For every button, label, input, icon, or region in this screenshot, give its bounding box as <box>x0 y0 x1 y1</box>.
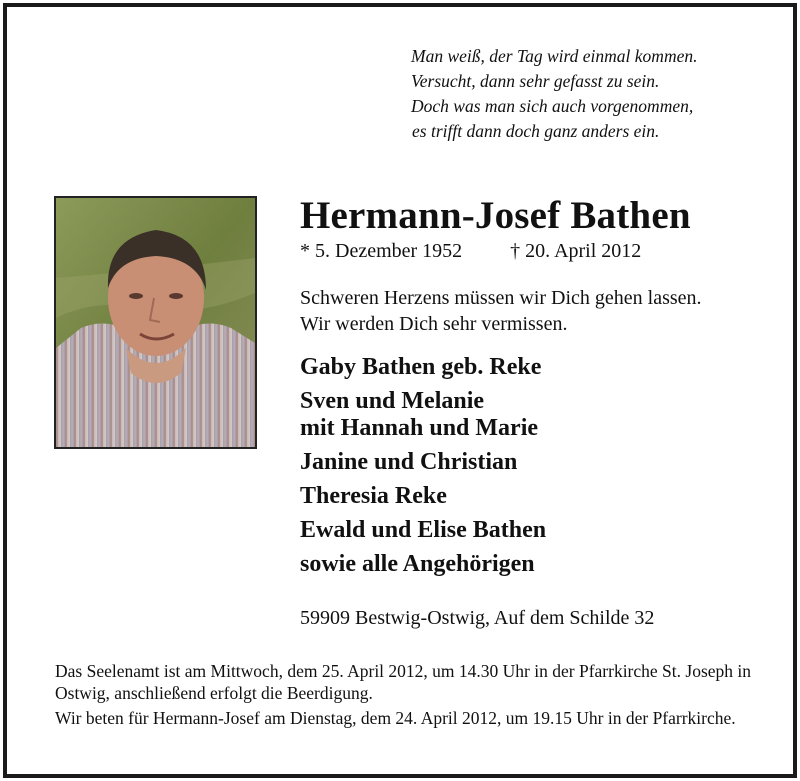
family-address: 59909 Bestwig-Ostwig, Auf dem Schilde 32 <box>300 607 655 629</box>
poem-line: es trifft dann doch ganz anders ein. <box>412 121 660 141</box>
deceased-name: Hermann-Josef Bathen <box>300 194 691 237</box>
mourning-line: Schweren Herzens müssen wir Dich gehen lassen. <box>300 287 702 309</box>
family-member: Theresia Reke <box>300 483 447 509</box>
poem-line: Doch was man sich auch vorgenommen, <box>411 96 694 116</box>
mourning-line: Wir werden Dich sehr vermissen. <box>300 313 568 335</box>
life-dates <box>300 240 641 263</box>
mourning-text <box>300 285 702 337</box>
family-member: Sven und Melanie <box>300 388 485 414</box>
family-member: sowie alle Angehörigen <box>300 551 535 577</box>
family-list <box>300 354 546 578</box>
notice-paragraph: Wir beten für Hermann-Josef am Dienstag, dem 24. April 2012, um 19.15 Uhr in der Pfarrkirche. <box>55 708 736 728</box>
poem-line: Man weiß, der Tag wird einmal kommen. <box>411 46 698 66</box>
family-member: mit Hannah und Marie <box>300 415 539 441</box>
family-member: Gaby Bathen geb. Reke <box>300 354 542 380</box>
poem-line: Versucht, dann sehr gefasst zu sein. <box>411 71 660 91</box>
birth-date: * 5. Dezember 1952 <box>300 240 463 262</box>
poem <box>411 44 697 144</box>
funeral-notice <box>55 660 775 732</box>
death-date: † 20. April 2012 <box>510 240 642 262</box>
family-member: Janine und Christian <box>300 449 518 475</box>
family-member: Ewald und Elise Bathen <box>300 517 547 543</box>
notice-paragraph: Das Seelenamt ist am Mittwoch, dem 25. April 2012, um 14.30 Uhr in der Pfarrkirche St. Joseph in Ostwig, anschließend erfolgt die Beerdigung. <box>55 661 752 703</box>
portrait-photo <box>54 196 257 449</box>
